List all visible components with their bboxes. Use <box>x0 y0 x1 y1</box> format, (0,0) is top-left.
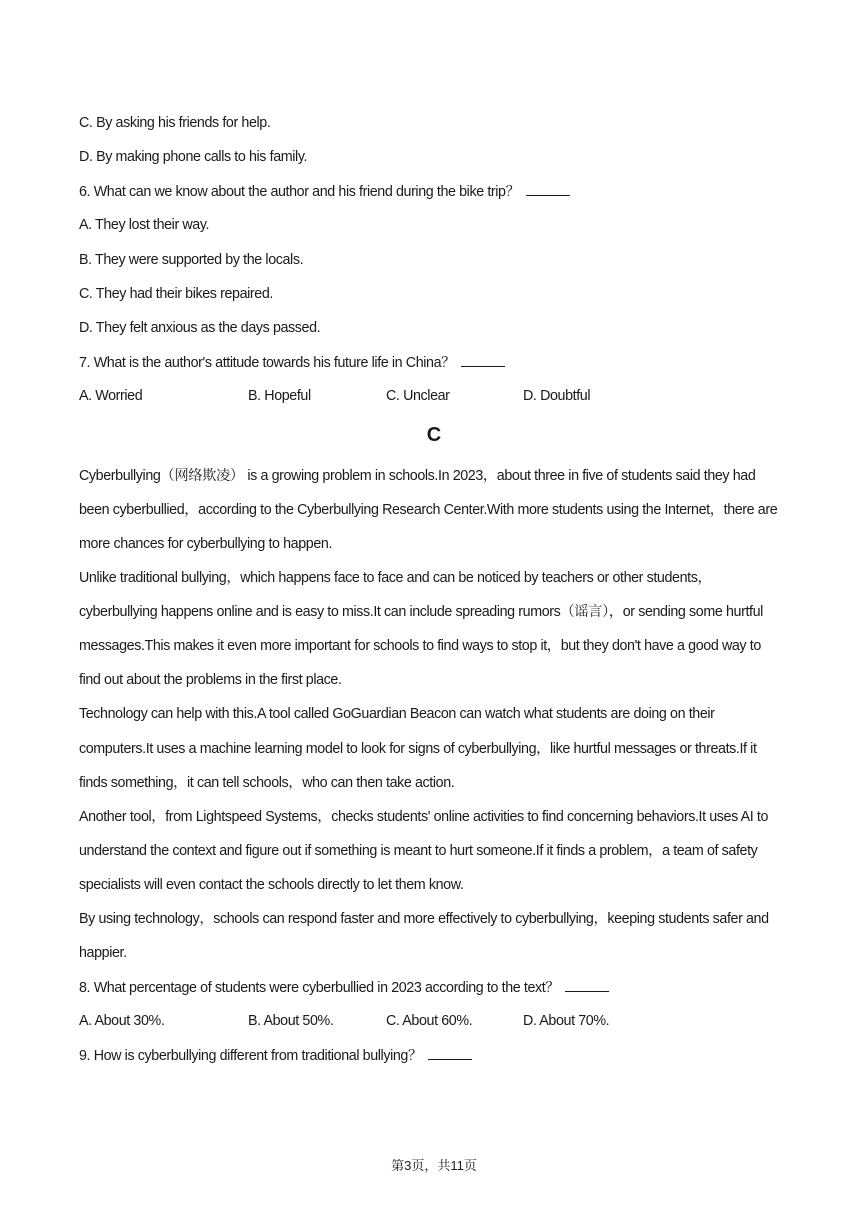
passage-line: understand the context and figure out if something is meant to hurt someone.If it finds a problem，a team of safety <box>79 843 758 859</box>
q6-option-b: B. They were supported by the locals. <box>79 252 304 268</box>
passage-line: more chances for cyberbullying to happen. <box>79 536 333 552</box>
q7-question <box>79 352 798 373</box>
q8-question <box>79 977 798 998</box>
q6-option-a: A. They lost their way. <box>79 217 210 233</box>
passage-line: Cyberbullying（网络欺凌） is a growing problem in schools.In 2023，about three in five of students said they had <box>79 468 756 484</box>
passage-line: cyberbullying happens online and is easy to miss.It can include spreading rumors（谣言），or sending some hurtful <box>79 604 763 620</box>
passage-line: Another tool，from Lightspeed Systems，checks students' online activities to find concerning behaviors.It uses AI to <box>79 809 769 825</box>
q6-option-d: D. They felt anxious as the days passed. <box>79 320 321 336</box>
answer-blank <box>428 1045 472 1060</box>
answer-blank <box>565 977 609 992</box>
passage-line: messages.This makes it even more important for schools to find ways to stop it，but they don't have a good way to <box>79 638 761 654</box>
q6-option-c: C. They had their bikes repaired. <box>79 286 273 302</box>
q9-question-text: 9. How is cyberbullying different from traditional bullying？ <box>79 1048 422 1064</box>
q5-option-d: D. By making phone calls to his family. <box>79 149 308 165</box>
q5-option-c: C. By asking his friends for help. <box>79 115 271 131</box>
q8-option-c: C. About 60%. <box>386 1013 473 1029</box>
passage-line: By using technology，schools can respond faster and more effectively to cyberbullying，keeping students safer and <box>79 911 769 927</box>
passage-line: Technology can help with this.A tool called GoGuardian Beacon can watch what students are doing on their <box>79 706 715 722</box>
passage-line: specialists will even contact the schools directly to let them know. <box>79 877 464 893</box>
passage-line: finds something，it can tell schools，who can then take action. <box>79 775 455 791</box>
q6-question-text: 6. What can we know about the author and his friend during the bike trip？ <box>79 184 520 200</box>
q7-option-c: C. Unclear <box>386 388 450 404</box>
q7-option-b: B. Hopeful <box>248 388 311 404</box>
passage-line: been cyberbullied，according to the Cyberbullying Research Center.With more students using the Internet，there are <box>79 502 778 518</box>
page-footer: 第3页，共11页 <box>391 1158 477 1173</box>
q7-option-d: D. Doubtful <box>523 388 591 404</box>
section-title: C <box>426 424 442 446</box>
q7-option-a: A. Worried <box>79 388 143 404</box>
answer-blank <box>461 352 505 367</box>
q9-question <box>79 1045 798 1066</box>
q8-option-d: D. About 70%. <box>523 1013 610 1029</box>
answer-blank <box>526 181 570 196</box>
passage-line: Unlike traditional bullying，which happens face to face and can be noticed by teachers or other students， <box>79 570 712 586</box>
q8-option-b: B. About 50%. <box>248 1013 334 1029</box>
passage-line: computers.It uses a machine learning model to look for signs of cyberbullying，like hurtful messages or threats.If it <box>79 741 757 757</box>
q7-question-text: 7. What is the author's attitude towards his future life in China？ <box>79 355 456 371</box>
passage-line: happier. <box>79 945 127 961</box>
q8-option-a: A. About 30%. <box>79 1013 165 1029</box>
passage-line: find out about the problems in the first place. <box>79 672 342 688</box>
q8-question-text: 8. What percentage of students were cyberbullied in 2023 according to the text？ <box>79 980 560 996</box>
q6-question <box>79 181 798 202</box>
